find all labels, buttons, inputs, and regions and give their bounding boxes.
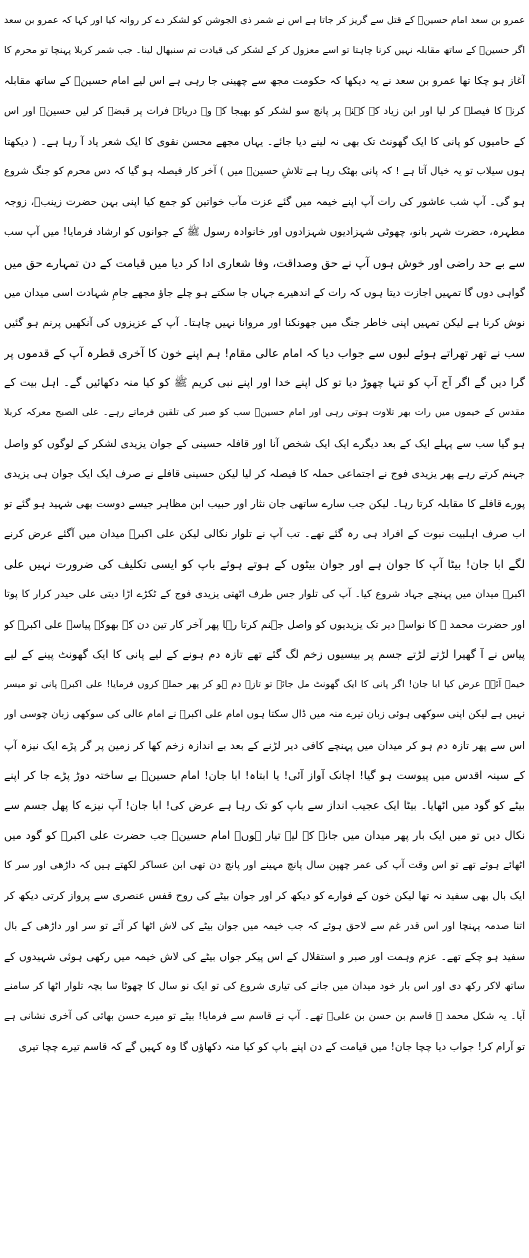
- text-line: اور حضرت محمد ﷺ کا نواسہ دیر تک یزیدیوں کو واصل جہنم کرتا رہا پھر آخر کار تین دن کے بھوکے پیاسے علی اکبرؑ کو: [4, 618, 525, 631]
- text-line: ایک بال بھی سفید نہ تھا لیکن خون کے فوارے کو دیکھ کر اور جوان بیٹے کی روح قفس عنصری سے پرواز کرتی دیکھ کر: [4, 890, 525, 903]
- text-line: کے سینہ اقدس میں پیوست ہو گیا! اچانک آواز آئی! یا ابتاہ! ابا جان! امام حسینؑ بے ساختہ دوڑ پڑے جا کر اپنے: [4, 768, 525, 782]
- text-line: ہو گی۔ آپ شب عاشور کی رات آپ اپنے خیمہ میں گئے عزت مآب خواتین کو جمع کیا اپنی بہن حضرت زینبؑ، زوجہ: [4, 196, 525, 209]
- text-line: نکال دیں تو میں ایک بار پھر میدان میں جانے کے لیے تیار ہوں۔ امام حسینؑ جب حضرت علی اکبرؑ کو گود میں: [4, 829, 525, 843]
- text-line: خیمے آئے۔ عرض کیا ابا جان! اگر پانی کا ایک گھونٹ مل جائے تو تازہ دم ہو کر پھر حملہ کروں فرمایا! علی اکبرؑ پانی تو میسر: [4, 679, 525, 691]
- text-line: لگے ابا جان! بیٹا آپ کا جوان ہے اور جوان بیٹوں کے ہوتے ہوئے باپ کو ایسی تکلیف کی ضرورت نہیں علی: [4, 557, 525, 572]
- text-line: اس سے پھر تازہ دم ہو کر میدان میں پہنچے کافی دیر لڑنے کے بعد بے اندازہ زخم کھا کر زمین پر گر پڑے ایک نیزہ آپ: [4, 739, 525, 752]
- text-line: پورے قافلے کا مقابلہ کرتا رہا۔ لیکن جب سارے ساتھی جان نثار اور حبیب ابن مظاہر جیسے دوست بھی شہید ہو گئے تو: [4, 498, 525, 510]
- text-line: عمرو بن سعد امام حسینؑ کے قتل سے گریز کر جاتا ہے اس نے شمر ذی الجوشن کو لشکر دے کر روانہ کیا اور کہا کہ عمرو بن سعد: [4, 15, 525, 26]
- urdu-article-text: [4, 6, 525, 1063]
- text-line: نوش کرنا ہے لیکن تمہیں اپنی خاطر جنگ میں جھونکنا اور مروانا نہیں چاہتا۔ آپ کے عزیزوں کی آنکھیں پرنم ہو گئیں: [4, 316, 525, 329]
- text-line: گرا دیں گے اگر آج آپ کو تنہا چھوڑ دیا تو کل اپنے خدا اور اپنے نبی کریم ﷺ کو کیا منہ دکھائیں گے۔ اہل بیت کے: [4, 376, 525, 390]
- text-line: تو آرام کر! جواب دیا چچا جان! میں قیامت کے دن اپنے باپ کو کیا منہ دکھاؤں گا وہ کہیں گے کہ قاسم تیرے چچا تیری: [18, 1041, 525, 1054]
- text-line: مطہرہ، حضرت شہر بانو، چھوٹی شہزادیوں شہزادوں اور خانوادہ رسول ﷺ کے جوانوں کو ارشاد فرمایا! میں آپ سب: [4, 226, 525, 239]
- text-line: جہنم کرتے رہے پھر یزیدی فوج نے اجتماعی حملہ کا فیصلہ کر لیا لیکن حسینی قافلے نے صرف ایک ایک جوان ہی یزیدی: [4, 467, 525, 480]
- text-line: ہو گیا سب سے پہلے ایک کے بعد دیگرے ایک ایک شخص آنا اور قافلہ حسینی کے جوان یزیدی لشکر کے لوگوں کو واصل: [4, 437, 525, 450]
- text-line: مقدس کے خیموں میں رات بھر تلاوت ہوتی رہی اور امام حسینؑ سب کو صبر کی تلقین فرماتے رہے۔ علی الصبح معرکہ کربلا: [4, 407, 525, 419]
- text-line: کے حامیوں کو پانی کا ایک گھونٹ تک بھی نہ لینے دیا جائے۔ یہاں مجھے محسن نقوی کا ایک شعر یاد آ رہا ہے۔ ( دیکھتا: [4, 135, 525, 148]
- text-line: اگر حسینؑ کے ساتھ مقابلہ نہیں کرنا چاہتا تو اسے معزول کر کے لشکر کی قیادت تم سنبھال لینا۔ جب شمر کربلا پہنچا تو محرم کا: [4, 45, 525, 57]
- text-line: سے بے حد راضی اور خوش ہوں آپ نے حق وصداقت، وفا شعاری ادا کر دیا میں قیامت کے دن تمہارے حق میں: [4, 255, 525, 270]
- text-line: اٹھائے ہوئے تھے تو اس وقت آپ کی عمر چھپن سال پانچ مہینے اور پانچ دن تھی ابن عساکر لکھتے ہیں کہ داڑھی اور سر کا: [4, 860, 525, 872]
- text-line: بیٹے کو گود میں اٹھایا۔ بیٹا ایک عجیب انداز سے باپ کو تک رہا ہے عرض کی! ابا جان! آپ نیزے کا پھل جسم سے: [4, 798, 525, 812]
- text-line: اتنا صدمہ پہنچا اور اس قدر غم سے لاحق ہوئے کہ جب خیمہ میں جوان بیٹے کی لاش اٹھا کر آئے تو سر اور داڑھی کے بال: [4, 920, 525, 932]
- text-line: پیاس نے آ گھیرا لڑتے لڑتے جسم پر بیسیوں زخم لگ گئے تھے تازہ دم ہونے کے لیے پانی کا ایک گھونٹ پینے کے لیے: [4, 647, 525, 661]
- text-line: نہیں ہے لیکن اپنی سوکھی ہوئی زبان تیرے منہ میں ڈال سکتا ہوں امام علی اکبرؑ نے امام عالی کی سوکھی زبان چوسی اور: [4, 709, 525, 721]
- text-line: ہوں سیلاب تو یہ خیال آتا ہے ! کہ پانی بھٹک رہا ہے تلاشِ حسینؑ میں ) آخر کار فیصلہ ہو گیا کہ دس محرم کو جنگ شروع: [4, 165, 525, 177]
- text-line: آیا۔ یہ شکل محمد ﷺ قاسم بن حسن بن علیؑ تھے۔ آپ نے قاسم سے فرمایا! بیٹے تو میرے حسن بھائی کی آخری نشانی ہے: [4, 1011, 525, 1023]
- text-line: اکبرؑ میدان میں پہنچے جہاد شروع کیا۔ آپ کی تلوار جس طرف اٹھتی یزیدی فوج کے ٹکڑے اڑا دیتی علی حیدر کرار کا پوتا: [4, 588, 525, 600]
- text-line: اب صرف اہلبیت نبوت کے افراد ہی رہ گئے تھے۔ تب آپ نے تلوار نکالی لیکن علی اکبرؑ میدان میں آگئے عرض کرنے: [4, 528, 525, 541]
- text-line: سفید ہو چکے تھے۔ عزم وہمت اور صبر و استقلال کے اس پیکر جواں بیٹے کی لاش خیمہ میں رکھی ہوئی شہیدوں کے: [4, 950, 525, 963]
- text-line: گواہی دوں گا تمہیں اجازت دیتا ہوں کہ رات کے اندھیرے جہاں جا سکتے ہو چلے جاؤ مجھے جامِ شہادت اسی میدان میں: [4, 286, 525, 299]
- text-line: آغاز ہو چکا تھا عمرو بن سعد نے یہ دیکھا کہ حکومت مجھ سے چھینی جا رہی ہے اس لیے امام حسینؑ کے ساتھ مقابلہ: [4, 75, 525, 88]
- text-line: سب نے تھر تھراتے ہوئے لبوں سے جواب دیا کہ امام عالی مقام! ہم اپنے خون کا آخری قطرہ آپ کے قدموں پر: [4, 346, 525, 361]
- text-line: کرنے کا فیصلہ کر لیا اور ابن زیاد کے کہنے پر پانچ سو لشکر کو بھیجا کہ وہ دریائے فرات پر قبضہ کر لیں حسینؑ اور اس: [4, 105, 525, 117]
- text-line: ساتھ لاکر رکھ دی اور اس بار خود میدان میں جانے کی تیاری شروع کی تو ایک نو سال کا چھوٹا سا بچہ تلوار اٹھا کر سامنے: [4, 981, 525, 992]
